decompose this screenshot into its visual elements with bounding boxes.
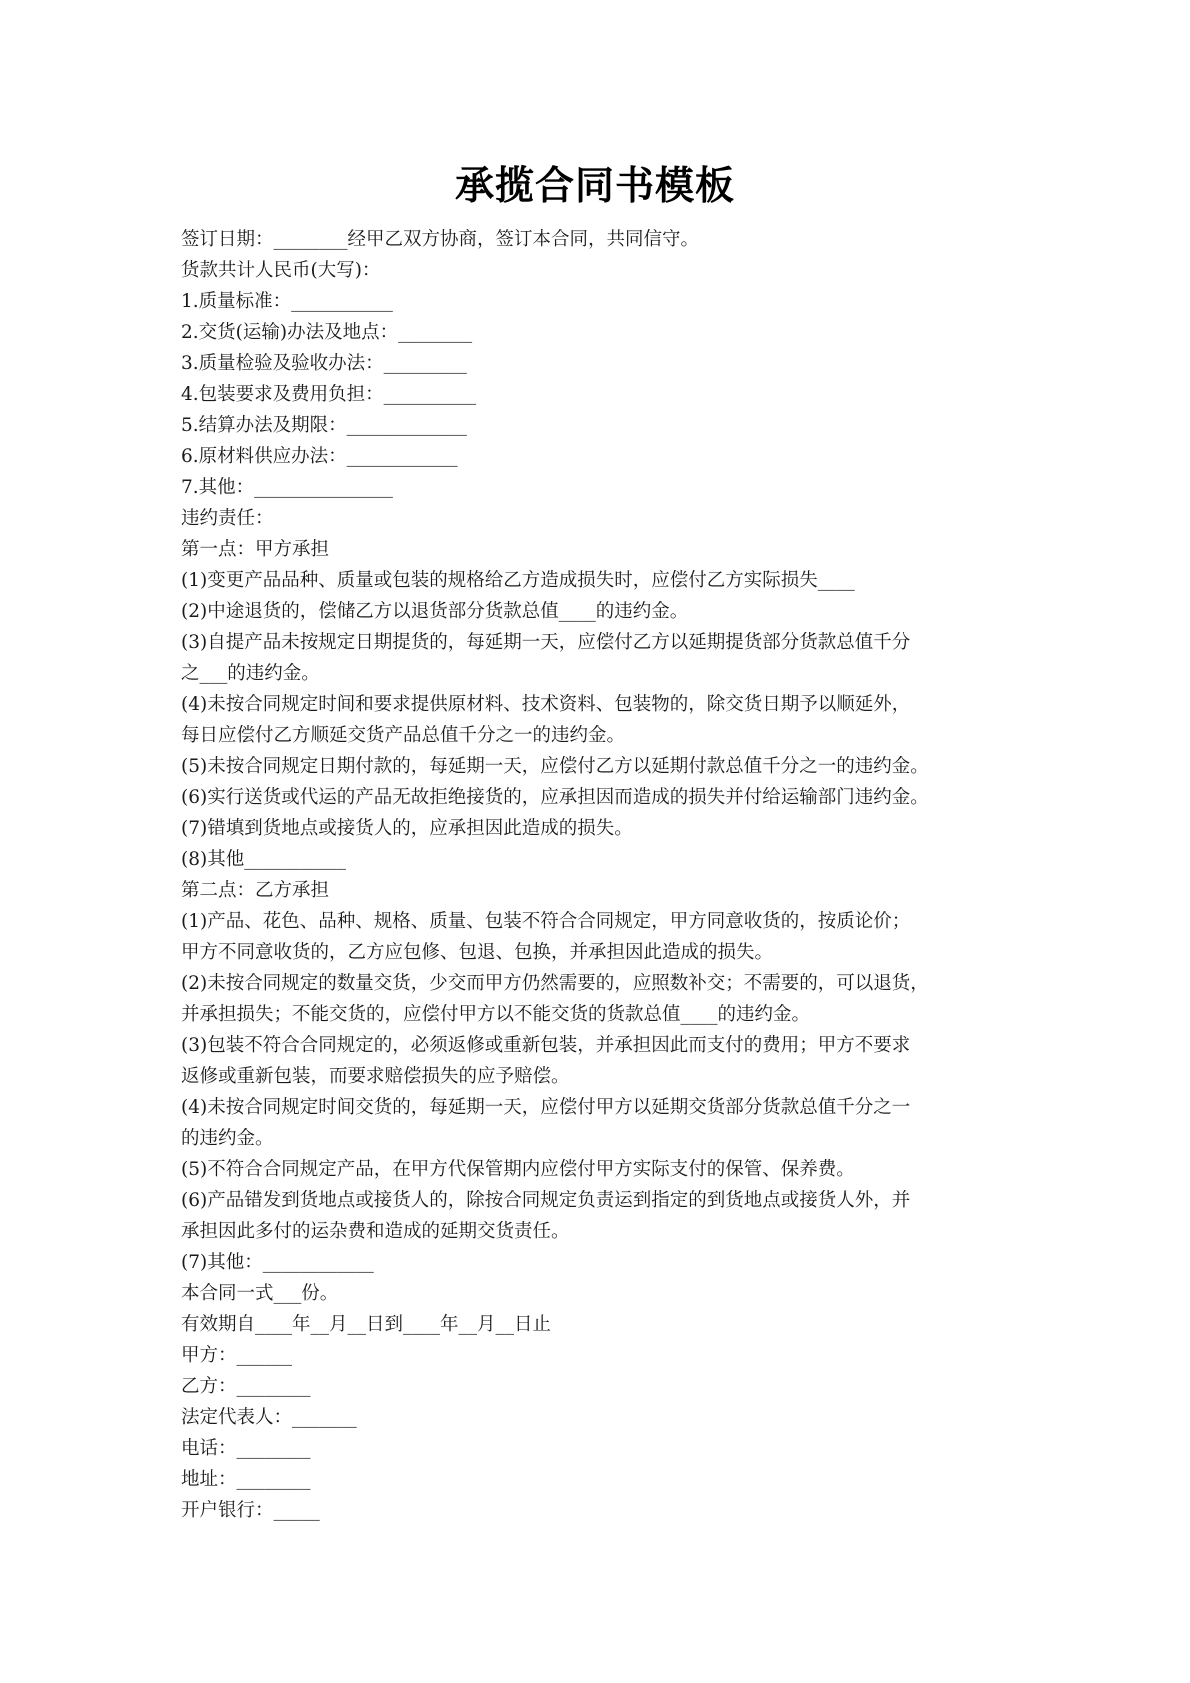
party-b-clause-6: (6)产品错发到货地点或接货人的，除按合同规定负责运到指定的到货地点或接货人外，并 <box>181 1190 911 1211</box>
party-b-clause-4: (4)未按合同规定时间交货的，每延期一天，应偿付甲方以延期交货部分货款总值千分之一 <box>181 1097 911 1118</box>
party-a-clause-1: (1)变更产品品种、质量或包装的规格给乙方造成损失时，应偿付乙方实际损失____ <box>181 570 855 591</box>
party-b-clause-4-cont: 的违约金。 <box>181 1128 274 1149</box>
party-b-clause-3-cont: 返修或重新包装，而要求赔偿损失的应予赔偿。 <box>181 1066 570 1087</box>
party-a-clause-2: (2)中途退货的，偿储乙方以退货部分货款总值____的违约金。 <box>181 601 689 622</box>
party-b-signature: 乙方：________ <box>181 1376 311 1397</box>
document-title: 承揽合同书模板 <box>454 164 735 209</box>
validity-period-line: 有效期自____年__月__日到____年__月__日止 <box>181 1314 552 1335</box>
term-material-supply: 6.原材料供应办法：____________ <box>181 446 458 467</box>
party-b-clause-1-cont: 甲方不同意收货的，乙方应包修、包退、包换，并承担因此造成的损失。 <box>181 942 774 963</box>
phone-field: 电话：________ <box>181 1438 311 1459</box>
term-quality-standard: 1.质量标准：___________ <box>181 291 393 312</box>
party-a-clause-8: (8)其他___________ <box>181 849 346 870</box>
party-b-clause-5: (5)不符合合同规定产品，在甲方代保管期内应偿付甲方实际支付的保管、保养费。 <box>181 1159 855 1180</box>
party-a-clause-3-cont: 之___的违约金。 <box>181 663 320 684</box>
party-b-clause-6-cont: 承担因此多付的运杂费和造成的延期交货责任。 <box>181 1221 570 1242</box>
party-b-clause-7: (7)其他：____________ <box>181 1252 374 1273</box>
total-amount-line: 货款共计人民币(大写)： <box>181 260 381 281</box>
party-b-clause-2: (2)未按合同规定的数量交货，少交而甲方仍然需要的，应照数补交；不需要的，可以退货， <box>181 973 929 994</box>
party-a-clause-4: (4)未按合同规定时间和要求提供原材料、技术资料、包装物的，除交货日期予以顺延外， <box>181 694 911 715</box>
copies-line: 本合同一式___份。 <box>181 1283 339 1304</box>
bank-field: 开户银行：_____ <box>181 1500 320 1521</box>
term-inspection-method: 3.质量检验及验收办法：_________ <box>181 353 467 374</box>
party-a-clause-7: (7)错填到货地点或接货人的，应承担因此造成的损失。 <box>181 818 633 839</box>
party-a-clause-4-cont: 每日应偿付乙方顺延交货产品总值千分之一的违约金。 <box>181 725 626 746</box>
party-b-clause-2-cont: 并承担损失；不能交货的，应偿付甲方以不能交货的货款总值____的违约金。 <box>181 1004 811 1025</box>
term-settlement: 5.结算办法及期限：_____________ <box>181 415 467 436</box>
party-b-liability-heading: 第二点：乙方承担 <box>181 880 330 901</box>
address-field: 地址：________ <box>181 1469 311 1490</box>
signing-date-line: 签订日期：________经甲乙双方协商，签订本合同，共同信守。 <box>181 229 700 250</box>
party-a-clause-6: (6)实行送货或代运的产品无故拒绝接货的，应承担因而造成的损失并付给运输部门违约金。 <box>181 787 929 808</box>
term-delivery-method: 2.交货(运输)办法及地点：________ <box>181 322 473 343</box>
party-a-liability-heading: 第一点：甲方承担 <box>181 539 330 560</box>
section-liability-heading: 违约责任： <box>181 508 274 529</box>
party-a-clause-5: (5)未按合同规定日期付款的，每延期一天，应偿付乙方以延期付款总值千分之一的违约金。 <box>181 756 929 777</box>
document-body <box>181 224 1021 1526</box>
party-b-clause-1: (1)产品、花色、品种、规格、质量、包装不符合合同规定，甲方同意收货的，按质论价； <box>181 911 911 932</box>
party-a-signature: 甲方：______ <box>181 1345 293 1366</box>
legal-representative-field: 法定代表人：_______ <box>181 1407 357 1428</box>
party-b-clause-3: (3)包装不符合合同规定的，必须返修或重新包装，并承担因此而支付的费用；甲方不要求 <box>181 1035 911 1056</box>
term-packaging: 4.包装要求及费用负担：__________ <box>181 384 477 405</box>
term-other: 7.其他：_______________ <box>181 477 393 498</box>
party-a-clause-3: (3)自提产品未按规定日期提货的，每延期一天，应偿付乙方以延期提货部分货款总值千分 <box>181 632 911 653</box>
